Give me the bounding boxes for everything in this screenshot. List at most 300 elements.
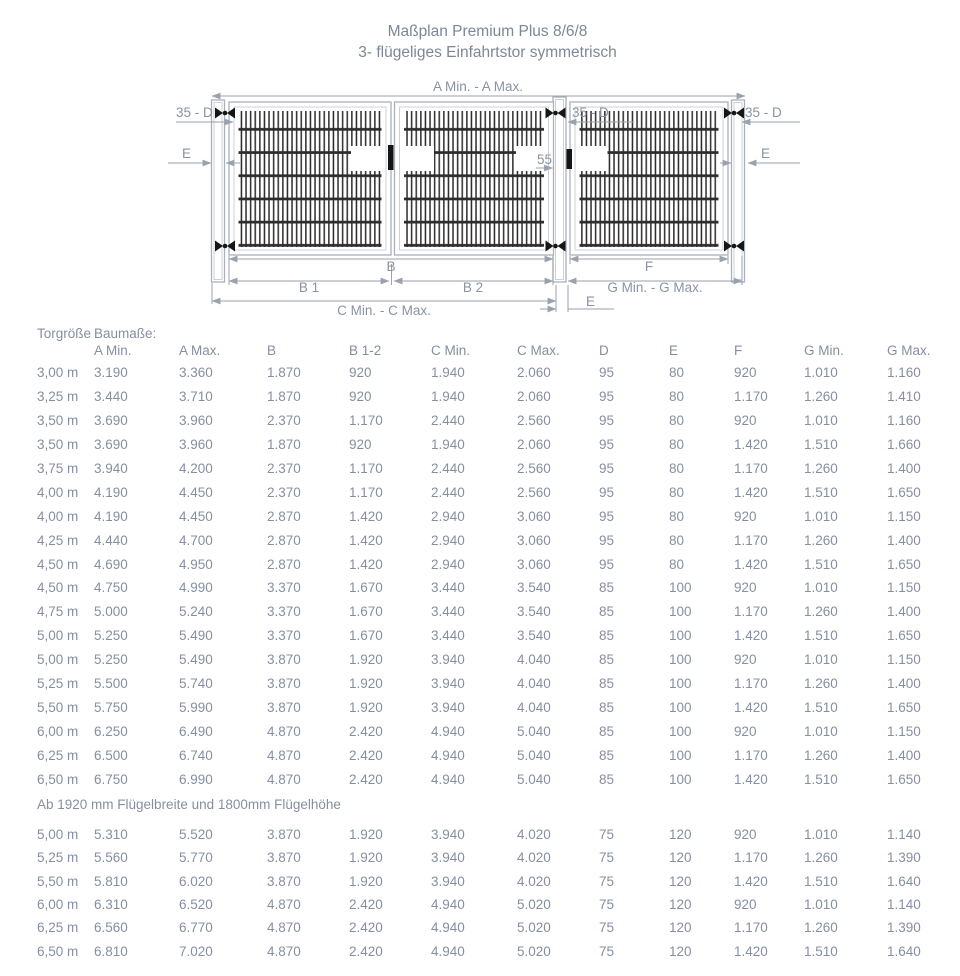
table-cell: 85 xyxy=(599,580,615,596)
table-cell: 120 xyxy=(669,827,692,843)
table-cell: 100 xyxy=(669,652,692,668)
table-cell: 75 xyxy=(599,873,615,889)
table-cell: 3.940 xyxy=(431,652,465,668)
table-cell: 4,00 m xyxy=(37,508,79,524)
table-cell: 100 xyxy=(669,723,692,739)
table-cell: 1.510 xyxy=(804,437,838,453)
column-header: E xyxy=(669,343,679,358)
table-cell: 3.940 xyxy=(431,873,465,889)
table-cell: 3,50 m xyxy=(37,413,79,429)
table-cell: 75 xyxy=(599,943,615,959)
table-cell: 80 xyxy=(669,484,685,500)
column-header: F xyxy=(734,343,743,358)
table-cell: 1.170 xyxy=(349,413,383,429)
table-cell: 85 xyxy=(599,604,615,620)
table-cell: 1.170 xyxy=(734,747,768,763)
table-cell: 3.440 xyxy=(431,580,465,596)
table-cell: 4.690 xyxy=(94,556,128,572)
table-cell: 80 xyxy=(669,556,685,572)
table-cell: 1.940 xyxy=(431,365,465,381)
table-cell: 85 xyxy=(599,723,615,739)
table-cell: 1.010 xyxy=(804,897,838,913)
dimensions-table xyxy=(0,325,960,963)
table-cell: 4.190 xyxy=(94,508,128,524)
table-cell: 5,00 m xyxy=(37,628,79,644)
table-cell: 1.260 xyxy=(804,461,838,476)
table-cell: 4.950 xyxy=(179,556,213,572)
table-cell: 1.170 xyxy=(734,920,768,936)
table-cell: 1.150 xyxy=(887,723,921,739)
table-row xyxy=(0,409,960,433)
table-cell: 3.940 xyxy=(431,676,465,692)
table-cell: 6,00 m xyxy=(37,723,79,739)
table-cell: 4.040 xyxy=(517,652,551,668)
table-cell: 1.420 xyxy=(349,556,383,572)
table-cell: 6.020 xyxy=(179,873,213,889)
table-cell: 1.400 xyxy=(887,676,921,692)
table-row xyxy=(0,528,960,552)
table-cell: 5.750 xyxy=(94,699,128,715)
table-cell: 4.190 xyxy=(94,484,128,500)
table-cell: 5.740 xyxy=(179,676,213,692)
table-cell: 1.650 xyxy=(887,484,921,500)
table-cell: 1.400 xyxy=(887,604,921,620)
table-cell: 6.810 xyxy=(94,943,128,959)
table-cell: 1.420 xyxy=(734,771,768,787)
table-cell: 2.060 xyxy=(517,437,551,453)
table-row xyxy=(0,504,960,528)
table-cell: 4.020 xyxy=(517,850,551,866)
table-cell: 4.020 xyxy=(517,827,551,843)
table-row xyxy=(0,433,960,457)
table-cell: 3.870 xyxy=(267,850,301,866)
column-header-torgroesse: Torgröße xyxy=(37,326,92,341)
table-cell: 6,25 m xyxy=(37,920,79,936)
table-row xyxy=(0,823,960,846)
table-cell: 1.920 xyxy=(349,873,383,889)
table-cell: 6.500 xyxy=(94,747,128,763)
table-cell: 3.960 xyxy=(179,413,213,429)
table-cell: 95 xyxy=(599,461,615,476)
table-row xyxy=(0,385,960,409)
table-cell: 5.770 xyxy=(179,850,213,866)
table-cell: 4.450 xyxy=(179,484,213,500)
table-row xyxy=(0,672,960,696)
table-cell: 1.140 xyxy=(887,897,921,913)
table-cell: 1.420 xyxy=(734,873,768,889)
table-cell: 3.940 xyxy=(431,827,465,843)
table-cell: 4,75 m xyxy=(37,604,79,620)
table-cell: 920 xyxy=(734,652,757,668)
label-d-mid: 35 - D xyxy=(572,105,609,120)
table-cell: 2.370 xyxy=(267,484,301,500)
table-cell: 1.670 xyxy=(349,628,383,644)
right-post xyxy=(732,100,745,282)
table-row xyxy=(0,870,960,893)
table-cell: 2.420 xyxy=(349,897,383,913)
table-cell: 1.170 xyxy=(734,604,768,620)
table-cell: 2.370 xyxy=(267,413,301,429)
table-cell: 2.060 xyxy=(517,365,551,381)
table-cell: 5.250 xyxy=(94,652,128,668)
table-cell: 80 xyxy=(669,437,685,453)
table-cell: 4.870 xyxy=(267,747,301,763)
table-cell: 2.420 xyxy=(349,747,383,763)
table-cell: 5,25 m xyxy=(37,850,79,866)
table-cell: 80 xyxy=(669,389,685,405)
table-cell: 1.400 xyxy=(887,461,921,476)
table-cell: 920 xyxy=(349,389,372,405)
table-cell: 1.390 xyxy=(887,920,921,936)
table-cell: 3,25 m xyxy=(37,389,79,405)
table-cell: 6,25 m xyxy=(37,747,79,763)
table-cell: 80 xyxy=(669,532,685,548)
table-cell: 2.940 xyxy=(431,556,465,572)
table-cell: 1.010 xyxy=(804,723,838,739)
table-header-row xyxy=(0,342,960,359)
table-section-note: Ab 1920 mm Flügelbreite und 1800mm Flügelhöhe xyxy=(37,796,341,812)
table-cell: 6.990 xyxy=(179,771,213,787)
table-cell: 6,50 m xyxy=(37,943,79,959)
table-cell: 2.440 xyxy=(431,484,465,500)
table-cell: 3.690 xyxy=(94,437,128,453)
table-cell: 920 xyxy=(734,897,757,913)
table-cell: 1.010 xyxy=(804,508,838,524)
table-cell: 2.870 xyxy=(267,508,301,524)
title-line-1: Maßplan Premium Plus 8/6/8 xyxy=(387,23,588,40)
table-cell: 4.940 xyxy=(431,723,465,739)
table-row xyxy=(0,719,960,743)
table-cell: 100 xyxy=(669,580,692,596)
table-cell: 1.260 xyxy=(804,676,838,692)
center-latch-icon xyxy=(388,145,394,170)
table-cell: 1.150 xyxy=(887,580,921,596)
table-cell: 6.560 xyxy=(94,920,128,936)
table-row xyxy=(0,940,960,963)
table-row xyxy=(0,916,960,939)
table-section-2 xyxy=(0,823,960,963)
left-post xyxy=(212,100,225,282)
table-cell: 1.160 xyxy=(887,413,921,429)
table-cell: 80 xyxy=(669,508,685,524)
table-cell: 1.420 xyxy=(734,628,768,644)
table-cell: 1.170 xyxy=(734,461,768,476)
table-cell: 5.020 xyxy=(517,897,551,913)
table-cell: 80 xyxy=(669,365,685,381)
table-cell: 2.420 xyxy=(349,771,383,787)
table-cell: 2.940 xyxy=(431,532,465,548)
column-header: B xyxy=(267,343,277,358)
table-cell: 6.490 xyxy=(179,723,213,739)
table-cell: 5,00 m xyxy=(37,827,79,843)
table-cell: 95 xyxy=(599,413,615,429)
table-cell: 80 xyxy=(669,413,685,429)
table-cell: 1.420 xyxy=(349,532,383,548)
table-cell: 6.740 xyxy=(179,747,213,763)
table-cell: 5.500 xyxy=(94,676,128,692)
table-cell: 1.920 xyxy=(349,652,383,668)
table-cell: 920 xyxy=(734,723,757,739)
column-header: C Min. xyxy=(431,343,471,358)
table-cell: 4.040 xyxy=(517,699,551,715)
table-row xyxy=(0,361,960,385)
table-cell: 1.940 xyxy=(431,437,465,453)
table-cell: 6,00 m xyxy=(37,897,79,913)
table-cell: 1.170 xyxy=(734,389,768,405)
table-cell: 3.870 xyxy=(267,873,301,889)
table-cell: 85 xyxy=(599,652,615,668)
table-cell: 2.060 xyxy=(517,389,551,405)
gate-wings xyxy=(229,102,728,255)
table-cell: 1.510 xyxy=(804,699,838,715)
table-row xyxy=(0,767,960,791)
table-cell: 3.940 xyxy=(431,699,465,715)
table-cell: 1.670 xyxy=(349,604,383,620)
table-row xyxy=(0,743,960,767)
table-cell: 920 xyxy=(349,365,372,381)
table-cell: 3,75 m xyxy=(37,461,79,476)
table-cell: 1.920 xyxy=(349,850,383,866)
table-cell: 85 xyxy=(599,771,615,787)
table-cell: 1.650 xyxy=(887,628,921,644)
table-cell: 5.990 xyxy=(179,699,213,715)
table-cell: 2.440 xyxy=(431,413,465,429)
table-cell: 3.940 xyxy=(94,461,128,476)
table-cell: 4.870 xyxy=(267,943,301,959)
table-cell: 7.020 xyxy=(179,943,213,959)
table-cell: 4.870 xyxy=(267,920,301,936)
table-cell: 3.870 xyxy=(267,652,301,668)
table-cell: 75 xyxy=(599,827,615,843)
table-cell: 1.420 xyxy=(734,556,768,572)
table-cell: 1.650 xyxy=(887,699,921,715)
table-cell: 1.510 xyxy=(804,556,838,572)
table-cell: 4.870 xyxy=(267,771,301,787)
table-cell: 920 xyxy=(349,437,372,453)
table-row xyxy=(0,457,960,481)
table-cell: 2.370 xyxy=(267,461,301,476)
table-cell: 4.940 xyxy=(431,897,465,913)
table-cell: 1.170 xyxy=(349,461,383,476)
table-cell: 5,50 m xyxy=(37,699,79,715)
table-cell: 1.260 xyxy=(804,389,838,405)
table-cell: 1.650 xyxy=(887,771,921,787)
table-cell: 1.420 xyxy=(349,508,383,524)
table-cell: 3.540 xyxy=(517,604,551,620)
table-cell: 5.560 xyxy=(94,850,128,866)
column-header: G Max. xyxy=(887,343,931,358)
table-cell: 4.450 xyxy=(179,508,213,524)
table-cell: 6.520 xyxy=(179,897,213,913)
table-cell: 3.060 xyxy=(517,508,551,524)
table-cell: 5.240 xyxy=(179,604,213,620)
gate-technical-drawing xyxy=(0,0,960,330)
table-cell: 3.360 xyxy=(179,365,213,381)
table-cell: 1.400 xyxy=(887,747,921,763)
label-c: C Min. - C Max. xyxy=(337,303,431,318)
table-cell: 1.510 xyxy=(804,943,838,959)
table-cell: 2.870 xyxy=(267,556,301,572)
table-cell: 1.150 xyxy=(887,508,921,524)
table-cell: 4,50 m xyxy=(37,580,79,596)
table-cell: 85 xyxy=(599,676,615,692)
table-cell: 2.560 xyxy=(517,484,551,500)
table-cell: 5.520 xyxy=(179,827,213,843)
table-cell: 2.420 xyxy=(349,920,383,936)
table-cell: 1.640 xyxy=(887,943,921,959)
table-cell: 3.870 xyxy=(267,699,301,715)
table-row xyxy=(0,648,960,672)
table-cell: 1.510 xyxy=(804,628,838,644)
table-cell: 1.170 xyxy=(734,532,768,548)
table-cell: 920 xyxy=(734,827,757,843)
table-cell: 95 xyxy=(599,556,615,572)
label-e-bottom: E xyxy=(586,294,596,309)
table-cell: 1.150 xyxy=(887,652,921,668)
table-cell: 1.940 xyxy=(431,389,465,405)
table-cell: 3.060 xyxy=(517,532,551,548)
table-row xyxy=(0,552,960,576)
table-cell: 5.040 xyxy=(517,747,551,763)
table-cell: 3.870 xyxy=(267,676,301,692)
table-cell: 3.190 xyxy=(94,365,128,381)
table-cell: 1.920 xyxy=(349,827,383,843)
table-cell: 1.260 xyxy=(804,850,838,866)
label-b: B xyxy=(386,259,396,274)
table-cell: 2.420 xyxy=(349,723,383,739)
table-cell: 5.810 xyxy=(94,873,128,889)
table-cell: 4.940 xyxy=(431,747,465,763)
table-cell: 1.410 xyxy=(887,389,921,405)
table-cell: 1.870 xyxy=(267,437,301,453)
table-cell: 1.870 xyxy=(267,389,301,405)
table-cell: 1.260 xyxy=(804,604,838,620)
table-cell: 4.700 xyxy=(179,532,213,548)
table-cell: 1.010 xyxy=(804,365,838,381)
table-cell: 4.040 xyxy=(517,676,551,692)
table-cell: 1.420 xyxy=(734,437,768,453)
table-cell: 4.940 xyxy=(431,920,465,936)
table-cell: 5,50 m xyxy=(37,873,79,889)
table-row xyxy=(0,600,960,624)
table-cell: 120 xyxy=(669,943,692,959)
table-cell: 2.870 xyxy=(267,532,301,548)
table-cell: 4,00 m xyxy=(37,484,79,500)
table-cell: 85 xyxy=(599,628,615,644)
table-cell: 1.510 xyxy=(804,484,838,500)
table-cell: 2.560 xyxy=(517,413,551,429)
label-e-right: E xyxy=(761,146,771,161)
table-cell: 6.770 xyxy=(179,920,213,936)
table-cell: 1.010 xyxy=(804,580,838,596)
table-row xyxy=(0,480,960,504)
table-cell: 3.440 xyxy=(431,604,465,620)
table-cell: 920 xyxy=(734,580,757,596)
middle-post xyxy=(553,97,566,282)
table-cell: 3.540 xyxy=(517,580,551,596)
column-header-baumasse: Baumaße: xyxy=(94,326,157,341)
table-cell: 4.750 xyxy=(94,580,128,596)
column-header: D xyxy=(599,343,609,358)
table-cell: 1.420 xyxy=(734,484,768,500)
table-cell: 100 xyxy=(669,771,692,787)
table-cell: 3.440 xyxy=(431,628,465,644)
table-cell: 4,50 m xyxy=(37,556,79,572)
column-header: C Max. xyxy=(517,343,560,358)
column-header: G Min. xyxy=(804,343,844,358)
table-cell: 5.310 xyxy=(94,827,128,843)
table-cell: 85 xyxy=(599,747,615,763)
table-row xyxy=(0,695,960,719)
table-cell: 1.640 xyxy=(887,873,921,889)
table-cell: 4.020 xyxy=(517,873,551,889)
table-cell: 1.870 xyxy=(267,365,301,381)
label-55: 55 xyxy=(536,152,552,167)
column-header: A Min. xyxy=(94,343,132,358)
table-cell: 1.170 xyxy=(349,484,383,500)
table-cell: 3.960 xyxy=(179,437,213,453)
table-cell: 3.540 xyxy=(517,628,551,644)
table-cell: 4.940 xyxy=(431,771,465,787)
table-row xyxy=(0,576,960,600)
label-g: G Min. - G Max. xyxy=(607,280,703,295)
table-cell: 1.420 xyxy=(734,699,768,715)
label-a: A Min. - A Max. xyxy=(432,79,524,94)
table-cell: 100 xyxy=(669,628,692,644)
table-cell: 1.010 xyxy=(804,827,838,843)
table-cell: 5.040 xyxy=(517,771,551,787)
table-cell: 85 xyxy=(599,699,615,715)
label-b2: B 2 xyxy=(462,280,484,295)
table-cell: 2.440 xyxy=(431,461,465,476)
table-cell: 2.560 xyxy=(517,461,551,476)
table-cell: 4.940 xyxy=(431,943,465,959)
table-cell: 1.420 xyxy=(734,943,768,959)
table-cell: 5.000 xyxy=(94,604,128,620)
column-header: A Max. xyxy=(179,343,221,358)
table-cell: 120 xyxy=(669,873,692,889)
table-cell: 1.170 xyxy=(734,850,768,866)
table-row xyxy=(0,846,960,869)
table-cell: 3,00 m xyxy=(37,365,79,381)
table-cell: 100 xyxy=(669,699,692,715)
table-cell: 6.750 xyxy=(94,771,128,787)
table-cell: 3.440 xyxy=(94,389,128,405)
table-cell: 80 xyxy=(669,461,685,476)
table-cell: 2.940 xyxy=(431,508,465,524)
label-d-left: 35 - D xyxy=(176,105,213,120)
table-cell: 120 xyxy=(669,920,692,936)
table-cell: 95 xyxy=(599,437,615,453)
table-cell: 4.440 xyxy=(94,532,128,548)
table-row xyxy=(0,893,960,916)
table-cell: 4.200 xyxy=(179,461,213,476)
table-cell: 5.020 xyxy=(517,920,551,936)
table-cell: 95 xyxy=(599,532,615,548)
table-cell: 75 xyxy=(599,897,615,913)
column-header: B 1-2 xyxy=(349,343,382,358)
table-cell: 3.370 xyxy=(267,580,301,596)
table-cell: 4.990 xyxy=(179,580,213,596)
table-cell: 4,25 m xyxy=(37,532,79,548)
table-cell: 3.690 xyxy=(94,413,128,429)
table-cell: 5.040 xyxy=(517,723,551,739)
table-cell: 1.660 xyxy=(887,437,921,453)
table-header-group-row xyxy=(0,325,960,342)
table-cell: 920 xyxy=(734,413,757,429)
table-cell: 1.400 xyxy=(887,532,921,548)
label-b1: B 1 xyxy=(298,280,320,295)
